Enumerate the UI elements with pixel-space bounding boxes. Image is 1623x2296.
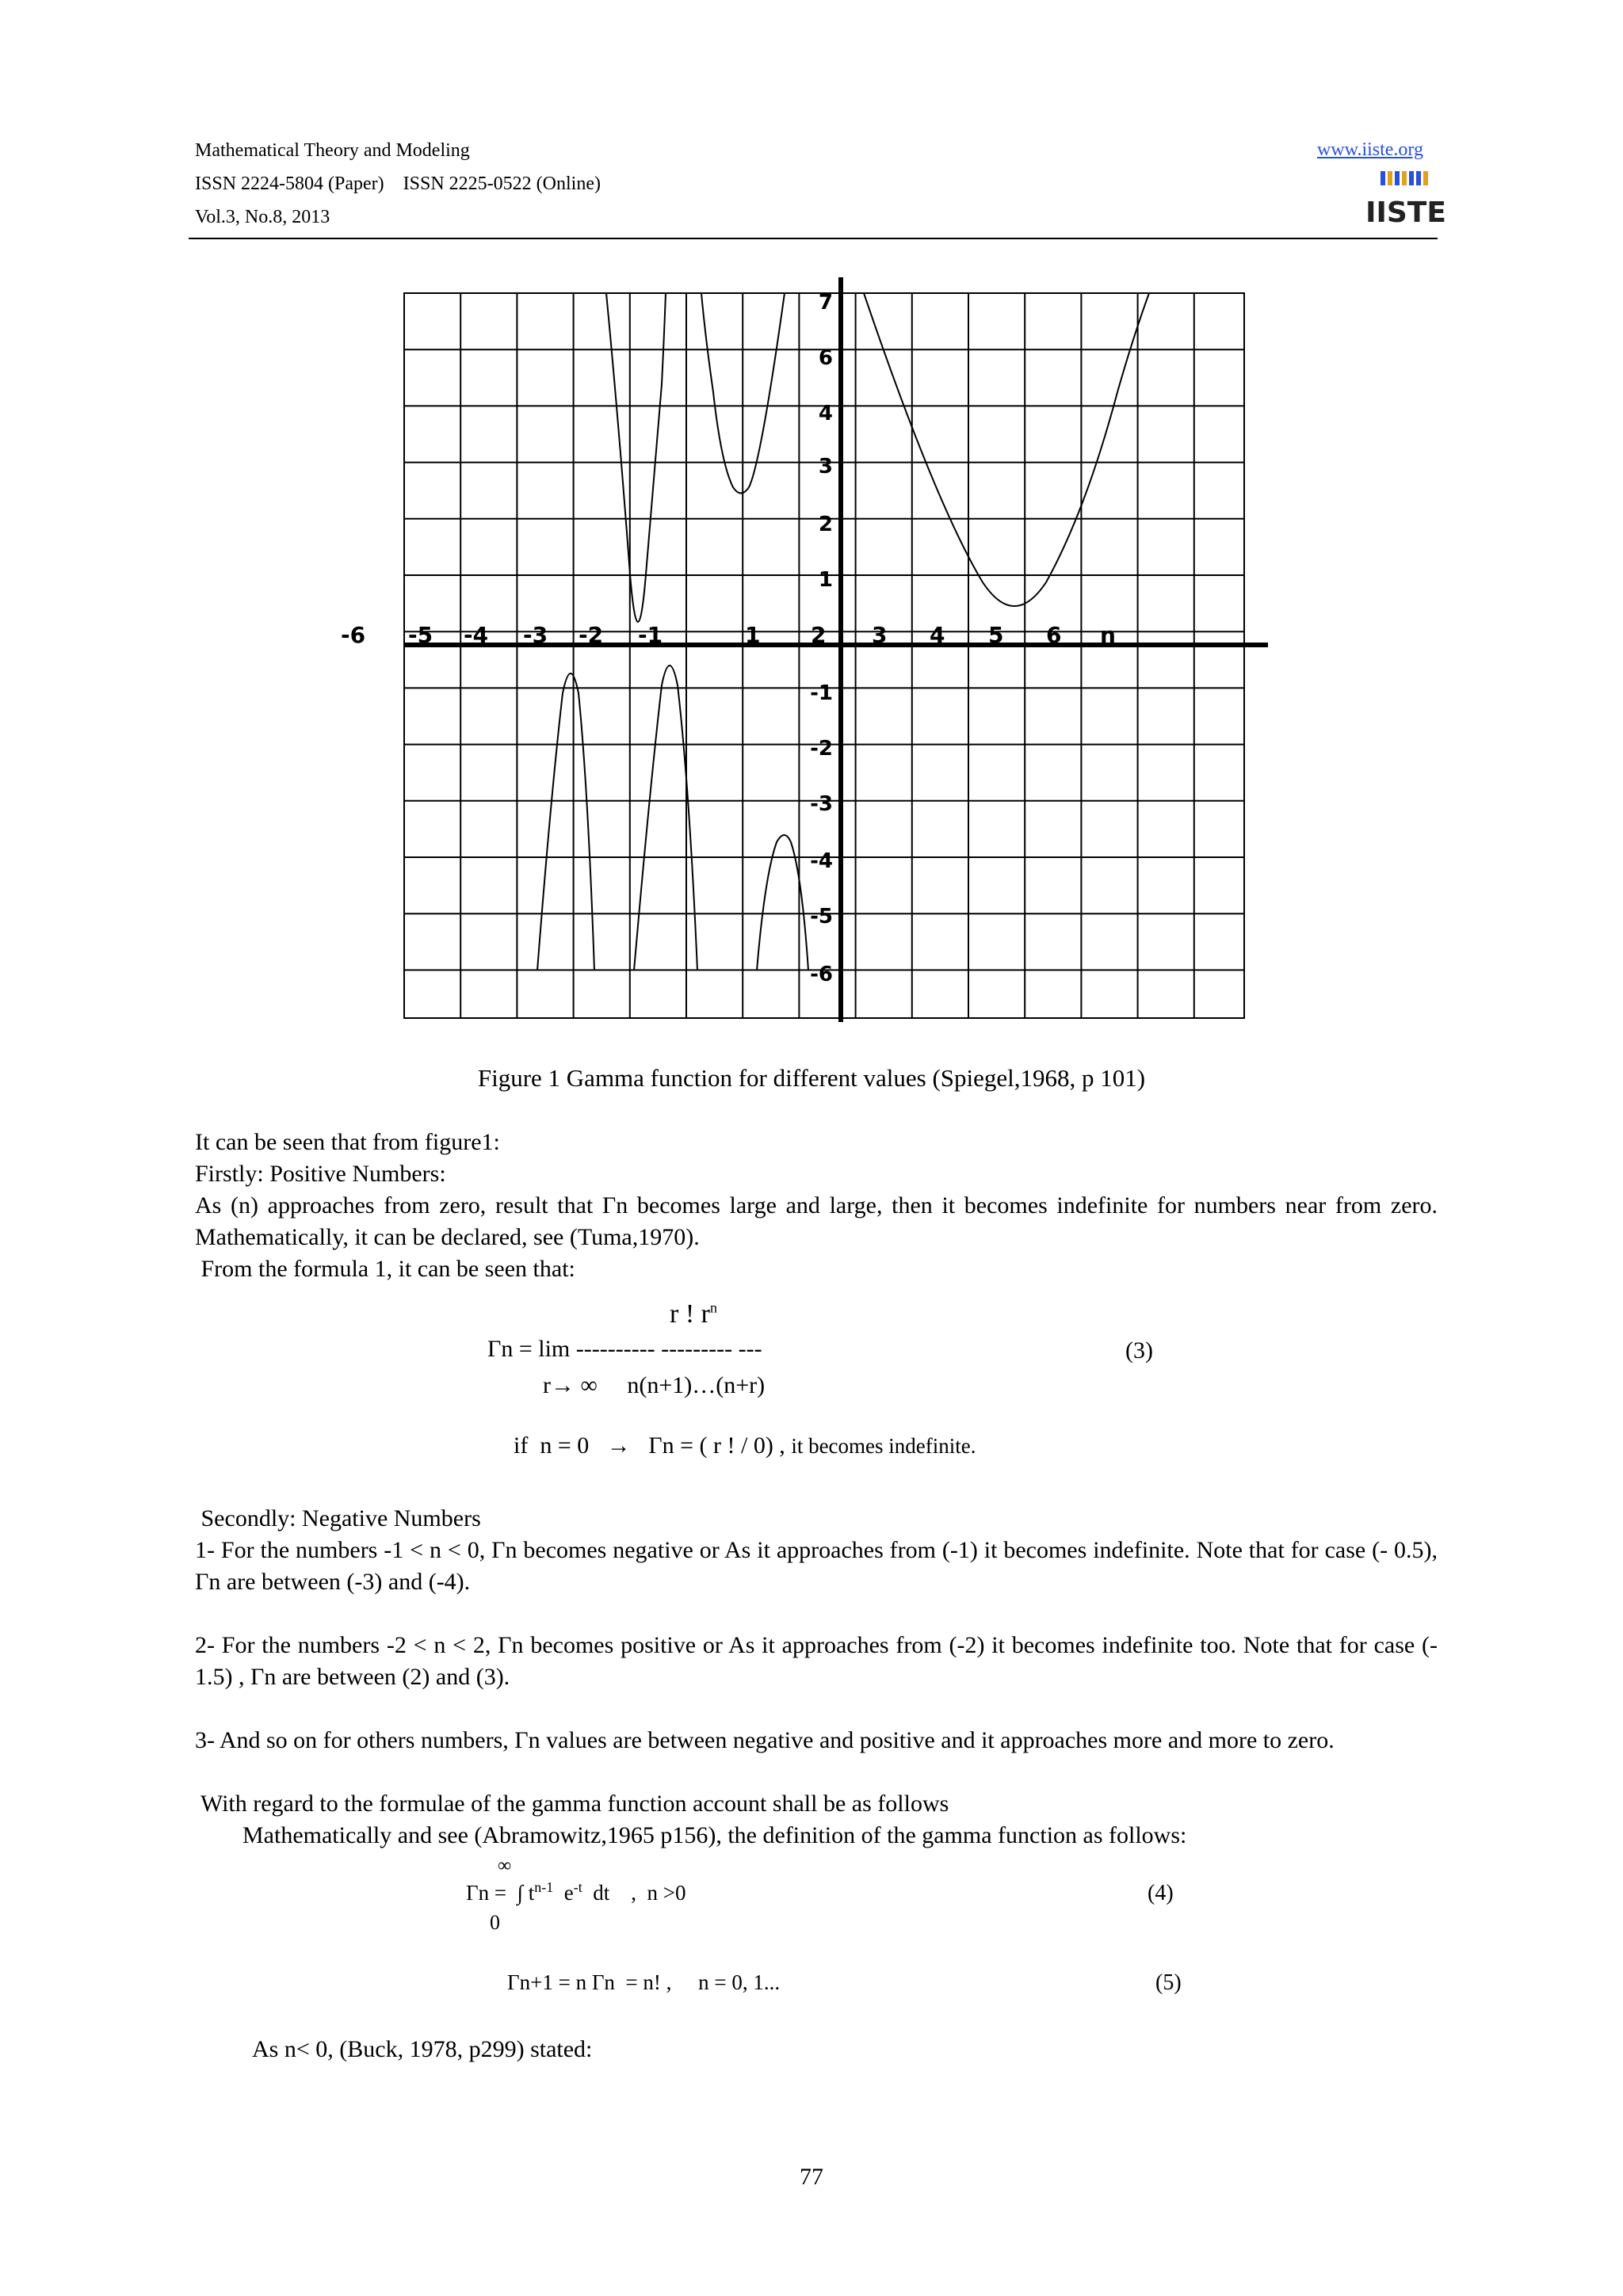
text-p11: As n< 0, (Buck, 1978, p299) stated: [252,2036,593,2062]
text-p1: It can be seen that from figure1: [195,1129,500,1155]
text-p3: As (n) approaches from zero, result that Γn becomes large and large, then it becomes indefinite for numbers near from zero. Mathematically, it can be declared, see (Tuma,1970). [195,1192,1438,1250]
figure-caption: Figure 1 Gamma function for different values (Spiegel,1968, p 101) [477,1064,1146,1092]
gamma-figure [333,273,1268,1026]
x-tick-label: 2 [811,622,827,648]
eq3-numerator: r ! $r^n$ [670,1299,717,1329]
journal-title: Mathematical Theory and Modeling [195,140,470,161]
y-tick-label: 2 [818,513,833,536]
x-tick-label: -3 [523,622,548,648]
text-p4: From the formula 1, it can be seen that: [195,1256,575,1282]
x-tick-label: 4 [930,622,945,648]
text-p10: Mathematically and see (Abramowitz,1965 p156), the definition of the gamma function as follows: [242,1822,1187,1848]
curve-branch-neg2-neg1 [757,835,808,971]
text-p6: 1- For the numbers -1 < n < 0, Γn becomes negative or As it approaches from (-1) it becomes indefinite. Note that for case (- 0.5), Γn are between (-3) and (-4). [195,1537,1438,1595]
y-tick-label: -4 [810,849,833,873]
text-p5: Secondly: Negative Numbers [195,1505,481,1531]
x-tick-label: -5 [408,622,433,648]
eq4-upper-limit: ∞ [498,1855,512,1876]
y-tick-label: 1 [818,568,833,592]
eq5-main: Γn+1 = n Γn = n! , n = 0, 1... [507,1970,781,1994]
x-tick-label: 6 [1046,622,1062,648]
issn-line: ISSN 2224-5804 (Paper) ISSN 2225-0522 (Online) [195,174,601,194]
y-tick-label: 3 [818,455,833,479]
eq4-main: Γn = ∫ $t^{n-1}$ $e^{-t}$ dt , n >0 [466,1879,686,1905]
y-tick-label: 6 [818,346,833,370]
y-tick-label: -3 [810,792,833,816]
x-tick-label: -6 [341,622,366,648]
website-link[interactable]: www.iiste.org [1317,139,1423,160]
curve-branch-neg5-neg4 [537,673,594,971]
x-tick-label: -2 [579,622,604,648]
x-tick-label: -1 [638,622,663,648]
logo-text: IISTE [1365,196,1446,229]
volume-line: Vol.3, No.8, 2013 [195,207,330,227]
x-tick-label: 3 [872,622,888,648]
text-p8: 3- And so on for others numbers, Γn values are between negative and positive and it approaches more and more to zero. [195,1727,1335,1753]
x-tick-label: 1 [745,622,761,648]
text-p7: 2- For the numbers -2 < n < 2, Γn becomes positive or As it approaches from (-2) it becomes indefinite too. Note that for case (- 1.5) , Γn are between (2) and (3). [195,1632,1438,1690]
eq5-number: (5) [1155,1970,1182,1995]
y-tick-label: 4 [818,402,833,425]
eq3-condition: if n = 0 → Γn = ( r ! / 0) , it becomes indefinite. [514,1432,976,1459]
curve-branch-neg4-neg3 [634,666,697,971]
eq4-lower-limit: 0 [490,1911,500,1934]
text-p9: With regard to the formulae of the gamma function account shall be as follows [195,1791,949,1817]
x-tick-label: -4 [464,622,489,648]
eq3-main: Γn = lim ---------- --------- --- [487,1336,762,1362]
y-tick-label: -2 [810,737,833,761]
header-rule [189,238,1438,239]
eq3-denominator: r→ ∞ n(n+1)…(n+r) [543,1372,766,1398]
y-tick-label: -1 [810,681,833,705]
text-p2: Firstly: Positive Numbers: [195,1161,446,1187]
y-tick-label: -6 [810,963,833,986]
page-number: 77 [800,2164,823,2190]
curve-positive-branch [864,293,1149,606]
x-tick-label: n [1100,622,1116,648]
curve-branch-neg3-neg2 [606,293,666,622]
y-tick-label: -5 [810,905,833,929]
y-tick-label: 7 [818,291,833,315]
iiste-logo [1365,170,1446,229]
eq3-number: (3) [1125,1337,1153,1363]
x-tick-label: 5 [988,622,1004,648]
eq4-number: (4) [1148,1881,1174,1905]
